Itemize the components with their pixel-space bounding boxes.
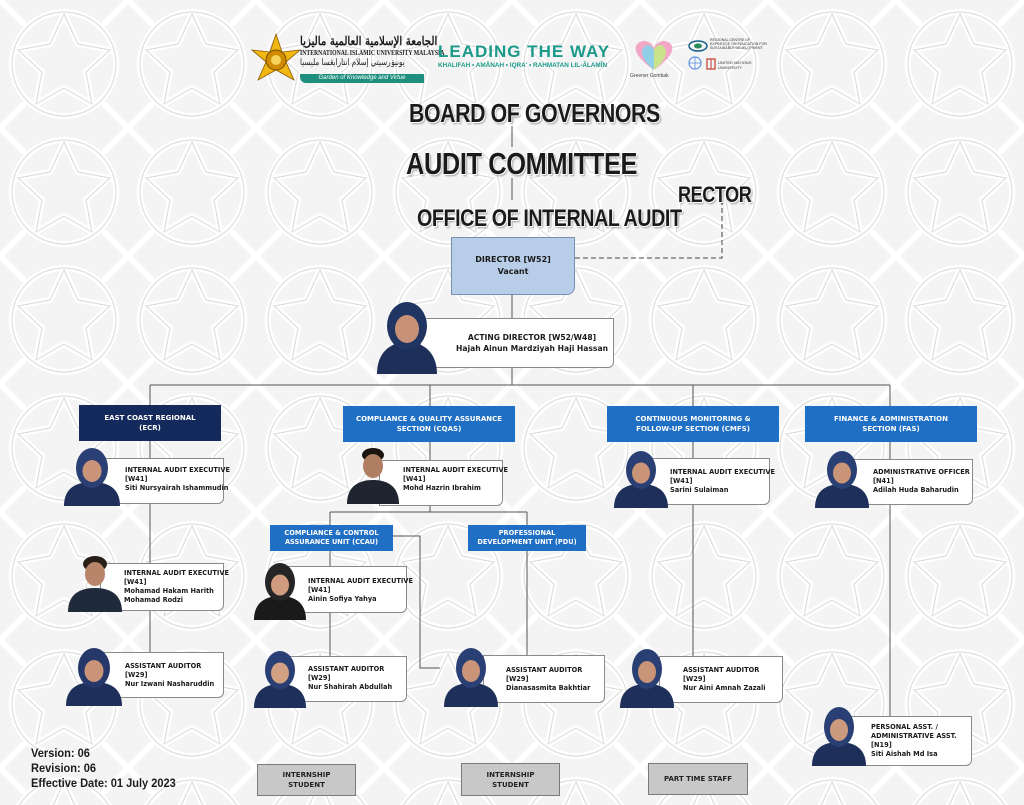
acting-director-title: ACTING DIRECTOR [W52/W48] bbox=[467, 333, 597, 342]
staff-role: ASSISTANT AUDITOR bbox=[125, 662, 202, 670]
staff-role: INTERNAL AUDIT EXECUTIVE bbox=[403, 466, 508, 474]
intern2-line2: STUDENT bbox=[492, 780, 529, 789]
fas-line2: SECTION (FAS) bbox=[862, 425, 920, 433]
staff-grade: [W41] bbox=[125, 475, 148, 483]
revision-label: Revision: 06 bbox=[31, 761, 97, 775]
staff-role: INTERNAL AUDIT EXECUTIVE bbox=[125, 466, 230, 474]
university-arabic: الجامعة الإسلامية العالمية ماليزيا bbox=[300, 34, 438, 48]
ecr-line2: (ECR) bbox=[139, 424, 161, 432]
intern1-line1: INTERNSHIP bbox=[282, 771, 331, 779]
staff-role: ASSISTANT AUDITOR bbox=[506, 666, 583, 674]
university-name: INTERNATIONAL ISLAMIC UNIVERSITY MALAYSIA bbox=[300, 49, 445, 57]
staff-grade: [W29] bbox=[506, 675, 529, 683]
avatar-ecr1 bbox=[62, 444, 122, 506]
avatar-ccau1 bbox=[252, 558, 308, 620]
tagline-bar bbox=[300, 74, 424, 83]
staff-name: Nur Shahirah Abdullah bbox=[308, 683, 393, 691]
acting-director-name: Hajah Ainun Mardziyah Haji Hassan bbox=[456, 344, 608, 353]
ccau-line1: COMPLIANCE & CONTROL bbox=[284, 529, 379, 537]
avatar-fas1 bbox=[813, 446, 871, 508]
staff-card-pdu1[interactable] bbox=[483, 655, 605, 703]
internship-student-box-2[interactable] bbox=[461, 763, 560, 796]
iium-crest-icon bbox=[248, 32, 304, 88]
un-text: UNITED NATIONS UNIVERSITY bbox=[718, 60, 752, 70]
un-emblem-icon bbox=[688, 56, 702, 70]
staff-name: Ainin Sofiya Yahya bbox=[308, 595, 377, 603]
iium-logo bbox=[248, 32, 445, 88]
staff-role: ASSISTANT AUDITOR bbox=[308, 665, 385, 673]
staff-name: Siti Nursyairah Ishammudin bbox=[125, 484, 229, 492]
staff-role: ASSISTANT AUDITOR bbox=[683, 666, 760, 674]
unu-icon bbox=[706, 58, 716, 70]
greener-gombak-text: Greener Gombak bbox=[630, 73, 669, 79]
staff-role: ADMINISTRATIVE OFFICER bbox=[873, 468, 970, 476]
director-box[interactable] bbox=[451, 237, 575, 295]
cqas-line1: COMPLIANCE & QUALITY ASSURANCE bbox=[355, 415, 503, 423]
ccau-line2: ASSURANCE UNIT (CCAU) bbox=[284, 538, 379, 546]
staff-name: Mohamad Hakam Harith bbox=[124, 587, 214, 595]
cqas-line2: SECTION (CQAS) bbox=[396, 425, 462, 433]
staff-role: INTERNAL AUDIT EXECUTIVE bbox=[670, 468, 775, 476]
fas-line1: FINANCE & ADMINISTRATION bbox=[834, 415, 948, 423]
avatar-ecr2 bbox=[66, 550, 124, 612]
university-jawi: يونيۏرسيتي إسلام انتارابڠسا مليسيا bbox=[300, 58, 405, 68]
greener-gombak-logo bbox=[630, 38, 680, 82]
staff-name: Nur Izwani Nasharuddin bbox=[125, 680, 215, 688]
cqas-section-header[interactable] bbox=[343, 406, 515, 442]
rce-text: REGIONAL CENTRE OF EXPERTISE ON EDUCATION FOR SUSTAINABLE DEVELOPMENT bbox=[710, 38, 767, 51]
avatar-ccau2 bbox=[252, 646, 308, 708]
director-title: DIRECTOR [W52] bbox=[475, 255, 551, 264]
staff-name: Nur Aini Amnah Zazali bbox=[683, 684, 766, 692]
audit-committee-title: AUDIT COMMITTEE bbox=[406, 146, 638, 181]
staff-card-cmfs2[interactable] bbox=[659, 656, 783, 703]
director-name: Vacant bbox=[497, 267, 529, 276]
staff-grade: [W29] bbox=[125, 671, 148, 679]
avatar-cqas1 bbox=[345, 442, 401, 504]
staff-name: Adilah Huda Baharudin bbox=[873, 486, 959, 494]
rce-icon bbox=[688, 39, 708, 53]
staff-role: PERSONAL ASST. / bbox=[871, 723, 938, 731]
staff-name-2: Mohamad Rodzi bbox=[124, 596, 183, 604]
cmfs-line2: FOLLOW-UP SECTION (CMFS) bbox=[636, 425, 750, 433]
staff-grade: [W41] bbox=[403, 475, 426, 483]
staff-grade: [W41] bbox=[124, 578, 147, 586]
heart-logo-icon bbox=[630, 38, 678, 72]
internship-student-box-1[interactable] bbox=[257, 764, 356, 796]
rector-title: RECTOR bbox=[678, 182, 752, 207]
intern1-line2: STUDENT bbox=[288, 781, 325, 789]
staff-role: INTERNAL AUDIT EXECUTIVE bbox=[124, 569, 229, 577]
staff-grade: [W41] bbox=[670, 477, 693, 485]
tagline: Garden of Knowledge and Virtue bbox=[318, 75, 406, 81]
office-internal-audit-title: OFFICE OF INTERNAL AUDIT bbox=[417, 205, 682, 232]
acting-director-avatar bbox=[371, 296, 443, 374]
staff-role: INTERNAL AUDIT EXECUTIVE bbox=[308, 577, 413, 585]
staff-grade: [W29] bbox=[683, 675, 706, 683]
avatar-cmfs2 bbox=[618, 644, 676, 708]
ccau-unit-header[interactable] bbox=[270, 525, 393, 551]
pdu-line2: DEVELOPMENT UNIT (PDU) bbox=[477, 538, 577, 546]
staff-grade: [W29] bbox=[308, 674, 331, 682]
cmfs-line1: CONTINUOUS MONITORING & bbox=[635, 415, 751, 423]
staff-grade: [W41] bbox=[308, 586, 331, 594]
cmfs-section-header[interactable] bbox=[607, 406, 779, 442]
effective-date-label: Effective Date: 01 July 2023 bbox=[31, 776, 176, 790]
values-line: KHALIFAH • AMĀNAH • IQRA' • RAHMATAN LIL-ĀLAMĪN bbox=[438, 62, 608, 69]
board-of-governors-title: BOARD OF GOVERNORS bbox=[409, 98, 660, 128]
part-time-staff-box[interactable] bbox=[648, 763, 748, 795]
leading-the-way: LEADING THE WAY bbox=[438, 42, 611, 61]
staff-grade: [N41] bbox=[873, 477, 894, 485]
staff-grade: [N19] bbox=[871, 741, 892, 749]
staff-name: Sarini Sulaiman bbox=[670, 486, 729, 494]
staff-name: Dianasasmita Bakhtiar bbox=[506, 684, 591, 692]
ecr-section-header[interactable] bbox=[79, 405, 221, 441]
pdu-line1: PROFESSIONAL bbox=[498, 529, 556, 537]
staff-name: Siti Aishah Md Isa bbox=[871, 750, 938, 758]
avatar-fas2 bbox=[810, 702, 868, 766]
version-label: Version: 06 bbox=[31, 746, 90, 760]
staff-role-2: ADMINISTRATIVE ASST. bbox=[871, 732, 957, 740]
ecr-line1: EAST COAST REGIONAL bbox=[104, 414, 196, 422]
avatar-cmfs1 bbox=[612, 446, 670, 508]
part-time-label: PART TIME STAFF bbox=[663, 775, 732, 783]
rce-logo bbox=[688, 38, 768, 78]
staff-name: Mohd Hazrin Ibrahim bbox=[403, 484, 481, 492]
pdu-unit-header[interactable] bbox=[468, 525, 586, 551]
acting-director-card[interactable] bbox=[420, 318, 614, 368]
intern2-line1: INTERNSHIP bbox=[486, 770, 535, 779]
avatar-ecr3 bbox=[64, 642, 124, 706]
avatar-pdu1 bbox=[442, 643, 500, 707]
fas-section-header[interactable] bbox=[805, 406, 977, 442]
